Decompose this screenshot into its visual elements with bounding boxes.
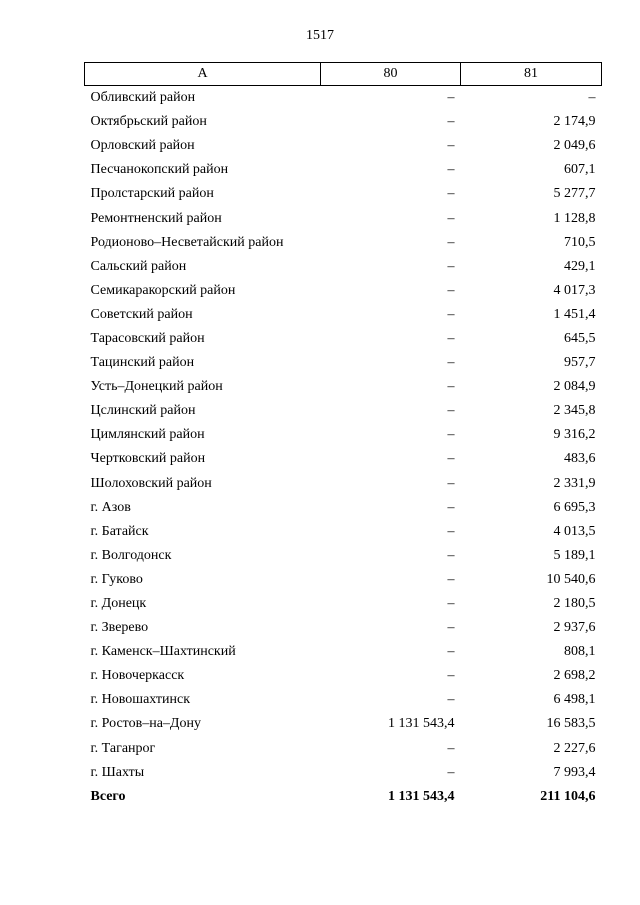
row-name: Семикаракорский район bbox=[90, 282, 236, 298]
row-col-80: – bbox=[447, 644, 455, 660]
row-col-81: 5 277,7 bbox=[553, 186, 596, 202]
row-col-81: 2 227,6 bbox=[553, 740, 596, 756]
row-col-81: 808,1 bbox=[564, 644, 596, 660]
row-col-80: – bbox=[447, 234, 455, 250]
row-col-81: 2 331,9 bbox=[553, 475, 596, 491]
row-col-81: 4 017,3 bbox=[553, 282, 596, 298]
row-name: г. Таганрог bbox=[90, 740, 156, 756]
table-row bbox=[85, 592, 602, 616]
row-col-80: – bbox=[447, 306, 455, 322]
table-row bbox=[85, 351, 602, 375]
row-col-80: – bbox=[447, 114, 455, 130]
total-col-81: 211 104,6 bbox=[540, 788, 596, 804]
row-col-81: 429,1 bbox=[564, 258, 596, 274]
row-col-81: 710,5 bbox=[564, 234, 596, 250]
table-row bbox=[85, 86, 602, 111]
row-name: Тарасовский район bbox=[90, 330, 205, 346]
row-col-80: – bbox=[447, 427, 455, 443]
table-row bbox=[85, 664, 602, 688]
row-name: Песчанокопский район bbox=[90, 162, 229, 178]
row-col-81: 6 695,3 bbox=[553, 499, 596, 515]
row-col-81: 5 189,1 bbox=[553, 547, 596, 563]
table-row bbox=[85, 496, 602, 520]
row-name: Чертковский район bbox=[90, 451, 206, 467]
row-col-80: – bbox=[447, 379, 455, 395]
row-col-80: – bbox=[447, 499, 455, 515]
table-row bbox=[85, 134, 602, 158]
row-col-80: – bbox=[447, 138, 455, 154]
row-name: Советский район bbox=[90, 306, 193, 322]
table-row bbox=[85, 423, 602, 447]
row-name: г. Волгодонск bbox=[90, 547, 172, 563]
row-name: г. Шахты bbox=[90, 764, 145, 780]
row-col-81: 9 316,2 bbox=[553, 427, 596, 443]
row-col-81: 7 993,4 bbox=[553, 764, 596, 780]
row-col-80: – bbox=[447, 596, 455, 612]
table-row bbox=[85, 472, 602, 496]
row-col-81: – bbox=[588, 90, 596, 106]
row-col-81: 957,7 bbox=[564, 355, 596, 371]
row-name: г. Азов bbox=[90, 499, 131, 515]
row-col-81: 1 451,4 bbox=[553, 306, 596, 322]
table-row bbox=[85, 327, 602, 351]
total-row bbox=[85, 785, 602, 809]
row-name: Цслинский район bbox=[90, 403, 196, 419]
table-row bbox=[85, 761, 602, 785]
row-name: Шолоховский район bbox=[90, 475, 212, 491]
row-col-81: 2 698,2 bbox=[553, 668, 596, 684]
row-name: г. Ростов–на–Дону bbox=[90, 716, 201, 732]
row-name: Октябрьский район bbox=[90, 114, 207, 130]
row-col-80: 1 131 543,4 bbox=[388, 716, 455, 732]
data-table bbox=[84, 62, 602, 809]
table-row bbox=[85, 255, 602, 279]
row-name: г. Новошахтинск bbox=[90, 692, 191, 708]
row-col-81: 2 084,9 bbox=[553, 379, 596, 395]
table-header bbox=[85, 63, 602, 86]
row-col-80: – bbox=[447, 355, 455, 371]
page-number: 1517 bbox=[306, 28, 334, 43]
row-col-81: 645,5 bbox=[564, 330, 596, 346]
row-name: Ремонтненский район bbox=[90, 210, 222, 226]
table-row bbox=[85, 447, 602, 471]
row-name: Обливский район bbox=[90, 90, 196, 106]
row-col-80: – bbox=[447, 523, 455, 539]
row-col-81: 2 345,8 bbox=[553, 403, 596, 419]
table-row bbox=[85, 568, 602, 592]
header-col-a: А bbox=[85, 63, 321, 86]
row-name: Сальский район bbox=[90, 258, 187, 274]
row-col-81: 2 180,5 bbox=[553, 596, 596, 612]
table-row bbox=[85, 375, 602, 399]
row-col-81: 6 498,1 bbox=[553, 692, 596, 708]
table-row bbox=[85, 688, 602, 712]
table-row bbox=[85, 231, 602, 255]
row-col-80: – bbox=[447, 571, 455, 587]
table-row bbox=[85, 520, 602, 544]
header-row bbox=[85, 63, 602, 86]
total-label: Всего bbox=[90, 788, 126, 804]
row-name: Усть–Донецкий район bbox=[90, 379, 223, 395]
row-col-80: – bbox=[447, 620, 455, 636]
row-col-81: 4 013,5 bbox=[553, 523, 596, 539]
row-name: Цимлянский район bbox=[90, 427, 205, 443]
row-col-81: 10 540,6 bbox=[546, 571, 596, 587]
row-col-80: – bbox=[447, 282, 455, 298]
row-col-80: – bbox=[447, 258, 455, 274]
row-col-81: 607,1 bbox=[564, 162, 596, 178]
row-col-80: – bbox=[447, 475, 455, 491]
row-col-80: – bbox=[447, 162, 455, 178]
table-row bbox=[85, 303, 602, 327]
table-row bbox=[85, 544, 602, 568]
row-col-81: 483,6 bbox=[564, 451, 596, 467]
row-col-80: – bbox=[447, 330, 455, 346]
header-col-81: 81 bbox=[461, 63, 602, 86]
row-name: г. Каменск–Шахтинский bbox=[90, 644, 236, 660]
row-name: г. Донецк bbox=[90, 596, 147, 612]
row-name: Тацинский район bbox=[90, 355, 195, 371]
table-row bbox=[85, 399, 602, 423]
row-name: Пролстарский район bbox=[90, 186, 214, 202]
row-col-80: – bbox=[447, 186, 455, 202]
table-row bbox=[85, 737, 602, 761]
row-col-80: – bbox=[447, 692, 455, 708]
row-col-80: – bbox=[447, 668, 455, 684]
header-col-80: 80 bbox=[321, 63, 461, 86]
table-row bbox=[85, 616, 602, 640]
row-col-81: 16 583,5 bbox=[546, 716, 596, 732]
row-name: г. Новочеркасск bbox=[90, 668, 185, 684]
table-body bbox=[85, 86, 602, 809]
row-col-81: 2 937,6 bbox=[553, 620, 596, 636]
row-col-80: – bbox=[447, 764, 455, 780]
row-name: г. Гуково bbox=[90, 571, 143, 587]
row-col-81: 2 174,9 bbox=[553, 114, 596, 130]
row-col-80: – bbox=[447, 90, 455, 106]
table-row bbox=[85, 279, 602, 303]
row-col-81: 1 128,8 bbox=[553, 210, 596, 226]
row-col-80: – bbox=[447, 451, 455, 467]
table-row bbox=[85, 110, 602, 134]
table-row bbox=[85, 640, 602, 664]
row-col-80: – bbox=[447, 210, 455, 226]
table-row bbox=[85, 206, 602, 230]
row-name: Орловский район bbox=[90, 138, 195, 154]
table-row bbox=[85, 182, 602, 206]
row-col-81: 2 049,6 bbox=[553, 138, 596, 154]
row-col-80: – bbox=[447, 403, 455, 419]
row-col-80: – bbox=[447, 740, 455, 756]
row-name: г. Зверево bbox=[90, 620, 149, 636]
table-row bbox=[85, 158, 602, 182]
total-col-80: 1 131 543,4 bbox=[388, 788, 455, 804]
row-name: Родионово–Несветайский район bbox=[90, 234, 284, 250]
row-name: г. Батайск bbox=[90, 523, 149, 539]
table-row bbox=[85, 712, 602, 736]
row-col-80: – bbox=[447, 547, 455, 563]
